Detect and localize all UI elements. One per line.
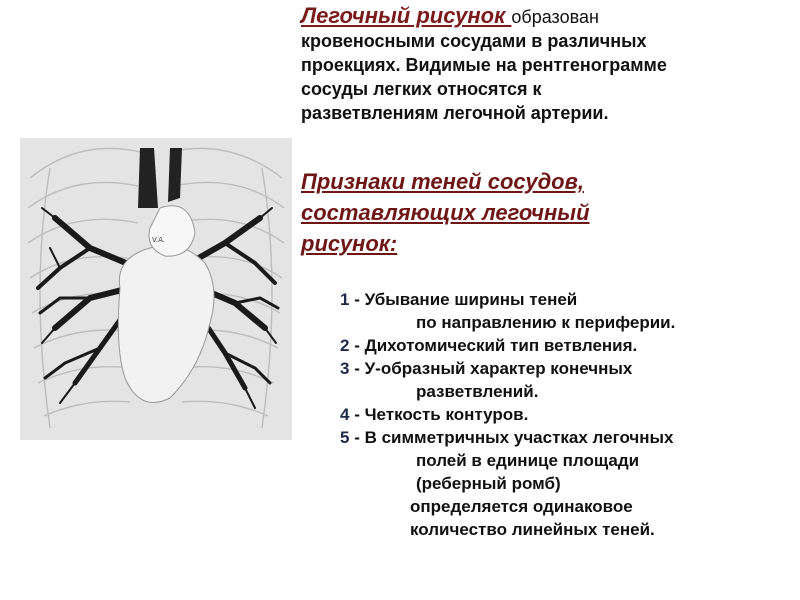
intro-first-line: образован: [511, 7, 599, 27]
item-continuation: определяется одинаковое: [410, 497, 633, 516]
signs-heading-line: составляющих легочный: [301, 200, 590, 225]
signs-heading: [301, 166, 721, 259]
intro-paragraph: [301, 4, 793, 125]
item-number: 4: [340, 405, 350, 424]
list-item: [340, 403, 790, 426]
intro-line: проекциях. Видимые на рентгенограмме: [301, 55, 667, 75]
item-separator: -: [349, 405, 365, 424]
item-text: Дихотомический тип ветвления.: [364, 336, 638, 355]
item-continuation: разветвлений.: [416, 382, 539, 401]
figure-label: V.A.: [152, 236, 166, 244]
signs-heading-line: Признаки теней сосудов,: [301, 169, 585, 194]
item-continuation: количество линейных теней.: [410, 520, 655, 539]
signs-list: [340, 288, 790, 541]
list-item: [340, 288, 790, 334]
item-number: 3: [340, 359, 350, 378]
item-number: 2: [340, 336, 350, 355]
item-separator: -: [349, 336, 365, 355]
intro-title: Легочный рисунок: [301, 3, 512, 28]
lung-vessels-illustration: [20, 138, 292, 440]
item-text: В симметричных участках легочных: [364, 428, 674, 447]
item-separator: -: [349, 359, 365, 378]
list-item: [340, 334, 790, 357]
signs-heading-line: рисунок:: [301, 231, 398, 256]
item-text: Четкость контуров.: [364, 405, 529, 424]
item-separator: -: [349, 290, 365, 309]
item-number: 1: [340, 290, 350, 309]
item-continuation: полей в единице площади: [416, 451, 640, 470]
list-item: [340, 426, 790, 541]
item-text: У-образный характер конечных: [364, 359, 633, 378]
intro-line: разветвлениям легочной артерии.: [301, 103, 609, 123]
item-separator: -: [349, 428, 365, 447]
intro-line: сосуды легких относятся к: [301, 79, 542, 99]
item-continuation: по направлению к периферии.: [416, 313, 676, 332]
list-item: [340, 357, 790, 403]
item-text: Убывание ширины теней: [364, 290, 578, 309]
intro-line: кровеносными сосудами в различных: [301, 31, 647, 51]
item-number: 5: [340, 428, 350, 447]
item-continuation: (реберный ромб): [416, 474, 561, 493]
